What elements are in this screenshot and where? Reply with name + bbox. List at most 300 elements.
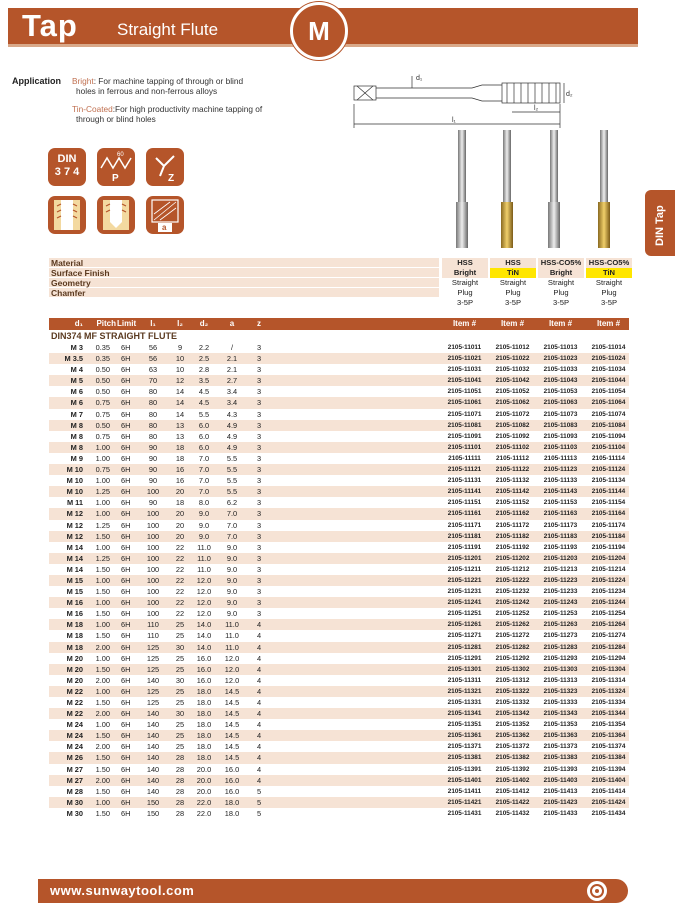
spec-value: TiN bbox=[489, 268, 536, 278]
spec-value: HSS bbox=[489, 258, 536, 268]
cell-item-1: 2105-11291 bbox=[447, 654, 482, 662]
cell-l1: 100 bbox=[146, 598, 160, 608]
cell-item-4: 2105-11044 bbox=[591, 377, 626, 385]
cell-z: 3 bbox=[256, 431, 262, 441]
cell-l1: 70 bbox=[148, 376, 158, 386]
cell-item-2: 2105-11342 bbox=[495, 710, 530, 718]
cell-item-3: 2105-11363 bbox=[543, 732, 578, 740]
cell-z: 4 bbox=[256, 664, 262, 674]
cell-z: 3 bbox=[256, 409, 262, 419]
cell-item-1: 2105-11201 bbox=[447, 554, 482, 562]
cell-pitch: 1.00 bbox=[95, 509, 110, 519]
cell-z: 3 bbox=[256, 442, 262, 452]
cell-d1: M 11 bbox=[66, 498, 83, 508]
cell-limit: 6H bbox=[121, 476, 131, 486]
table-row bbox=[49, 564, 629, 575]
cell-limit: 6H bbox=[121, 520, 131, 530]
cell-d1: M 9 bbox=[70, 453, 83, 463]
cell-pitch: 1.50 bbox=[95, 531, 110, 541]
cell-l1: 100 bbox=[146, 520, 160, 530]
cell-z: 3 bbox=[256, 376, 262, 386]
cell-l1: 56 bbox=[148, 354, 158, 364]
cell-z: 3 bbox=[256, 587, 262, 597]
table-row bbox=[49, 575, 629, 586]
cell-a: 5.5 bbox=[226, 453, 238, 463]
cell-a: 7.0 bbox=[226, 509, 238, 519]
tin-text-2: through or blind holes bbox=[76, 114, 156, 124]
cell-d1: M 16 bbox=[66, 598, 83, 608]
cell-item-1: 2105-11331 bbox=[447, 699, 482, 706]
cell-item-4: 2105-11324 bbox=[591, 687, 626, 695]
cell-d1: M 6 bbox=[70, 398, 83, 408]
cell-item-1: 2105-11361 bbox=[447, 732, 482, 740]
cell-z: 3 bbox=[256, 598, 262, 608]
cell-item-3: 2105-11103 bbox=[543, 443, 578, 451]
cell-item-1: 2105-11181 bbox=[447, 532, 482, 540]
cell-limit: 6H bbox=[121, 631, 131, 641]
cell-l1: 150 bbox=[146, 808, 160, 818]
cell-limit: 6H bbox=[121, 753, 131, 763]
cell-l2: 9 bbox=[177, 343, 183, 352]
cell-l1: 90 bbox=[148, 498, 158, 508]
cell-item-4: 2105-11254 bbox=[591, 610, 626, 618]
cell-l2: 28 bbox=[175, 764, 185, 774]
cell-d2: 12.0 bbox=[196, 587, 212, 597]
cell-item-2: 2105-11212 bbox=[495, 565, 530, 573]
cell-item-2: 2105-11052 bbox=[495, 388, 530, 396]
table-row bbox=[49, 464, 629, 475]
cell-item-4: 2105-11034 bbox=[591, 366, 626, 374]
table-row bbox=[49, 542, 629, 553]
cell-item-2: 2105-11432 bbox=[495, 809, 530, 817]
header-d2: d₂ bbox=[199, 319, 209, 328]
cell-z: 4 bbox=[256, 764, 262, 774]
table-row bbox=[49, 520, 629, 531]
cell-z: 3 bbox=[256, 453, 262, 463]
cell-item-2: 2105-11092 bbox=[495, 432, 530, 440]
cell-pitch: 1.00 bbox=[95, 498, 110, 508]
cell-l1: 100 bbox=[146, 542, 160, 552]
cell-d1: M 15 bbox=[66, 587, 83, 597]
cell-item-3: 2105-11203 bbox=[543, 554, 578, 562]
cell-l1: 140 bbox=[146, 720, 160, 730]
cell-item-1: 2105-11131 bbox=[447, 477, 482, 485]
cell-item-1: 2105-11071 bbox=[447, 410, 482, 418]
cell-item-4: 2105-11014 bbox=[591, 344, 626, 351]
cell-z: 4 bbox=[256, 620, 262, 630]
cell-a: 2.1 bbox=[226, 354, 238, 364]
cell-pitch: 0.35 bbox=[95, 343, 110, 352]
cell-pitch: 1.00 bbox=[95, 686, 110, 696]
cell-z: 4 bbox=[256, 775, 262, 785]
cell-l2: 25 bbox=[175, 742, 185, 752]
header-d1: d₁ bbox=[74, 319, 83, 328]
table-row bbox=[49, 653, 629, 664]
spec-value: Plug bbox=[441, 288, 488, 298]
cell-item-4: 2105-11164 bbox=[591, 510, 626, 518]
cell-d1: M 15 bbox=[66, 575, 83, 585]
cell-d2: 6.0 bbox=[198, 420, 210, 430]
cell-d2: 12.0 bbox=[196, 598, 212, 608]
cell-l2: 18 bbox=[175, 453, 185, 463]
cell-l1: 110 bbox=[147, 631, 159, 641]
cell-item-2: 2105-11012 bbox=[495, 344, 530, 351]
cell-item-4: 2105-11414 bbox=[591, 787, 626, 795]
table-row bbox=[49, 619, 629, 630]
cell-item-3: 2105-11353 bbox=[543, 721, 578, 729]
cell-item-1: 2105-11411 bbox=[447, 787, 482, 795]
cell-d1: M 10 bbox=[66, 476, 83, 486]
cell-item-4: 2105-11404 bbox=[591, 776, 626, 784]
tap-product-photos bbox=[440, 128, 630, 252]
cell-z: 3 bbox=[256, 542, 262, 552]
cell-pitch: 1.00 bbox=[95, 720, 110, 730]
table-row bbox=[49, 808, 629, 819]
cell-l1: 140 bbox=[146, 675, 160, 685]
cell-item-4: 2105-11364 bbox=[591, 732, 626, 740]
cell-limit: 6H bbox=[121, 409, 131, 419]
cell-d1: M 27 bbox=[66, 764, 83, 774]
cell-item-4: 2105-11124 bbox=[591, 466, 626, 474]
cell-d1: M 30 bbox=[66, 797, 83, 807]
cell-item-2: 2105-11112 bbox=[495, 454, 530, 462]
cell-a: 4.3 bbox=[226, 409, 238, 419]
cell-item-4: 2105-11384 bbox=[591, 754, 626, 762]
cell-item-2: 2105-11202 bbox=[495, 554, 530, 562]
cell-limit: 6H bbox=[121, 465, 131, 475]
cell-l2: 22 bbox=[175, 542, 185, 552]
cell-limit: 6H bbox=[121, 764, 131, 774]
side-tab-label: DIN Tap bbox=[654, 205, 666, 246]
cell-limit: 6H bbox=[121, 731, 131, 741]
cell-item-2: 2105-11142 bbox=[495, 488, 530, 496]
table-row bbox=[49, 797, 629, 808]
cell-d2: 7.0 bbox=[198, 453, 210, 463]
cell-item-3: 2105-11073 bbox=[543, 410, 578, 418]
din-374-icon bbox=[48, 148, 86, 186]
cell-d1: M 14 bbox=[66, 564, 83, 574]
table-body bbox=[49, 342, 629, 819]
cell-l2: 13 bbox=[175, 431, 185, 441]
cell-l1: 56 bbox=[148, 343, 158, 352]
header-item-2: Item # bbox=[500, 319, 525, 328]
cell-d2: 14.0 bbox=[196, 631, 212, 641]
cell-item-4: 2105-11374 bbox=[591, 743, 626, 751]
spec-value: Straight bbox=[585, 278, 632, 288]
cell-a: 11.0 bbox=[225, 642, 239, 652]
cell-l2: 28 bbox=[175, 753, 185, 763]
spec-value: HSS bbox=[441, 258, 488, 268]
l1-label: l₁ bbox=[452, 117, 456, 124]
cell-l2: 28 bbox=[175, 797, 185, 807]
cell-a: 18.0 bbox=[224, 808, 240, 818]
cell-a: 2.1 bbox=[226, 365, 238, 375]
cell-d2: 18.0 bbox=[196, 720, 212, 730]
cell-d1: M 14 bbox=[66, 542, 83, 552]
cell-item-4: 2105-11134 bbox=[591, 477, 626, 485]
cell-a: 9.0 bbox=[226, 598, 238, 608]
cell-item-1: 2105-11231 bbox=[447, 588, 482, 596]
cell-l1: 80 bbox=[148, 398, 158, 408]
cell-item-3: 2105-11213 bbox=[543, 565, 578, 573]
cell-pitch: 1.50 bbox=[95, 731, 110, 741]
cell-limit: 6H bbox=[121, 387, 131, 397]
cell-l1: 80 bbox=[148, 409, 158, 419]
cell-d1: M 20 bbox=[66, 664, 83, 674]
cell-l1: 110 bbox=[147, 620, 159, 630]
cell-item-2: 2105-11192 bbox=[495, 543, 530, 551]
spec-value: Straight bbox=[441, 278, 488, 288]
cell-item-4: 2105-11084 bbox=[591, 421, 626, 429]
cell-l1: 80 bbox=[148, 431, 158, 441]
cell-a: 14.5 bbox=[224, 698, 240, 707]
cell-l1: 100 bbox=[146, 487, 160, 497]
cell-limit: 6H bbox=[121, 498, 131, 508]
cell-z: 4 bbox=[256, 742, 262, 752]
cell-a: 9.0 bbox=[226, 564, 238, 574]
spec-value: Straight bbox=[537, 278, 584, 288]
cell-item-3: 2105-11433 bbox=[543, 809, 578, 817]
cell-l1: 90 bbox=[148, 442, 158, 452]
cell-z: 3 bbox=[256, 498, 262, 508]
cell-item-4: 2105-11074 bbox=[591, 410, 626, 418]
cell-d2: 6.0 bbox=[198, 442, 210, 452]
spec-value: Straight bbox=[489, 278, 536, 288]
cell-l2: 25 bbox=[175, 731, 185, 741]
cell-d1: M 8 bbox=[70, 442, 83, 452]
cell-limit: 6H bbox=[121, 487, 131, 497]
cell-d2: 18.0 bbox=[196, 709, 212, 719]
cell-z: 3 bbox=[256, 387, 262, 397]
cell-limit: 6H bbox=[121, 775, 131, 785]
cell-d1: M 12 bbox=[66, 531, 83, 541]
cell-pitch: 2.00 bbox=[95, 742, 110, 752]
cell-l2: 14 bbox=[175, 387, 185, 397]
brand-logo-icon bbox=[587, 881, 607, 901]
table-header bbox=[49, 318, 629, 330]
cell-item-1: 2105-11161 bbox=[447, 510, 482, 518]
spec-value: 3-5P bbox=[537, 298, 584, 308]
cell-item-3: 2105-11113 bbox=[543, 454, 578, 462]
cell-item-1: 2105-11211 bbox=[447, 565, 482, 573]
cell-item-2: 2105-11122 bbox=[495, 466, 530, 474]
cell-item-3: 2105-11413 bbox=[543, 787, 578, 795]
cell-d2: 18.0 bbox=[196, 753, 212, 763]
cell-a: 16.0 bbox=[224, 786, 240, 796]
cell-d1: M 8 bbox=[70, 431, 83, 441]
cell-d1: M 28 bbox=[66, 786, 83, 796]
page-header bbox=[0, 0, 675, 62]
bright-key: Bright bbox=[72, 76, 94, 86]
cell-a: 9.0 bbox=[226, 553, 238, 563]
cell-l1: 125 bbox=[146, 642, 160, 652]
tin-key: Tin-Coated bbox=[72, 104, 113, 114]
cell-z: 5 bbox=[256, 786, 262, 796]
cell-pitch: 1.00 bbox=[95, 453, 110, 463]
cell-item-2: 2105-11402 bbox=[495, 776, 530, 784]
table-row bbox=[49, 708, 629, 719]
cell-pitch: 1.50 bbox=[95, 631, 110, 641]
cell-item-4: 2105-11184 bbox=[591, 532, 626, 540]
din-line-2: 3 7 4 bbox=[54, 166, 80, 178]
cell-item-3: 2105-11153 bbox=[543, 499, 578, 507]
cell-d1: M 18 bbox=[66, 620, 83, 630]
cell-item-1: 2105-11341 bbox=[447, 710, 482, 718]
table-row bbox=[49, 364, 629, 375]
cell-l2: 25 bbox=[175, 631, 185, 641]
cell-d1: M 8 bbox=[70, 420, 83, 430]
cell-z: 3 bbox=[256, 509, 262, 519]
cell-l2: 14 bbox=[175, 398, 185, 408]
cell-item-1: 2105-11101 bbox=[447, 443, 482, 451]
header-pitch: Pitch bbox=[96, 319, 116, 328]
blind-hole-icon bbox=[97, 196, 135, 234]
cell-l2: 20 bbox=[175, 509, 185, 519]
cell-item-2: 2105-11392 bbox=[495, 765, 530, 773]
cell-l1: 100 bbox=[146, 575, 160, 585]
cell-l2: 14 bbox=[175, 409, 185, 419]
cell-l1: 100 bbox=[146, 553, 160, 563]
tap-tin-hssco bbox=[598, 130, 610, 248]
cell-l1: 100 bbox=[146, 587, 160, 597]
cell-item-3: 2105-11283 bbox=[543, 643, 578, 651]
cell-item-4: 2105-11154 bbox=[591, 499, 626, 507]
cell-d1: M 22 bbox=[66, 709, 83, 719]
cell-item-1: 2105-11151 bbox=[447, 499, 482, 507]
cell-a: 16.0 bbox=[224, 775, 240, 785]
cell-z: 4 bbox=[256, 698, 262, 707]
cell-item-3: 2105-11263 bbox=[543, 621, 578, 629]
header-l1: l₁ bbox=[150, 319, 156, 328]
cell-z: 4 bbox=[256, 731, 262, 741]
cell-item-1: 2105-11261 bbox=[447, 621, 482, 629]
cell-d1: M 16 bbox=[66, 609, 83, 619]
cell-z: 4 bbox=[256, 675, 262, 685]
cell-z: 5 bbox=[256, 797, 262, 807]
cell-limit: 6H bbox=[121, 742, 131, 752]
cell-item-3: 2105-11013 bbox=[543, 344, 578, 351]
angle-label: 60 bbox=[117, 152, 124, 158]
cell-item-1: 2105-11171 bbox=[447, 521, 482, 529]
cell-item-1: 2105-11391 bbox=[447, 765, 482, 773]
cell-d1: M 20 bbox=[66, 675, 83, 685]
bright-text-2: holes in ferrous and non-ferrous alloys bbox=[76, 86, 218, 96]
cell-z: 4 bbox=[256, 686, 262, 696]
cell-d2: 18.0 bbox=[196, 698, 212, 707]
section-title: DIN374 MF STRAIGHT FLUTE bbox=[51, 331, 178, 341]
thread-pitch-icon bbox=[97, 148, 135, 186]
cell-item-3: 2105-11373 bbox=[543, 743, 578, 751]
cell-l2: 30 bbox=[175, 709, 185, 719]
cell-item-1: 2105-11281 bbox=[447, 643, 482, 651]
cell-l1: 150 bbox=[146, 797, 160, 807]
cell-l1: 100 bbox=[146, 509, 160, 519]
spec-value: TiN bbox=[585, 268, 632, 278]
table-row bbox=[49, 386, 629, 397]
cell-z: 3 bbox=[256, 531, 262, 541]
table-row bbox=[49, 375, 629, 386]
cell-pitch: 0.75 bbox=[95, 431, 110, 441]
cell-limit: 6H bbox=[121, 575, 131, 585]
cell-item-3: 2105-11023 bbox=[543, 355, 578, 363]
table-row bbox=[49, 741, 629, 752]
cell-d1: M 30 bbox=[66, 808, 83, 818]
cell-z: 3 bbox=[256, 420, 262, 430]
cell-pitch: 1.50 bbox=[95, 753, 110, 763]
cell-l2: 20 bbox=[175, 520, 185, 530]
spec-value: HSS-CO5% bbox=[585, 258, 632, 268]
cell-limit: 6H bbox=[121, 365, 131, 375]
table-row bbox=[49, 531, 629, 542]
cell-d1: M 22 bbox=[66, 686, 83, 696]
cell-pitch: 0.50 bbox=[95, 387, 110, 397]
cell-d2: 16.0 bbox=[196, 653, 212, 663]
cell-pitch: 1.25 bbox=[95, 553, 110, 563]
cell-l1: 125 bbox=[146, 686, 160, 696]
cell-l1: 140 bbox=[146, 775, 160, 785]
cell-item-4: 2105-11104 bbox=[591, 443, 626, 451]
cell-l2: 18 bbox=[175, 498, 185, 508]
cell-pitch: 0.75 bbox=[95, 398, 110, 408]
header-item-3: Item # bbox=[548, 319, 573, 328]
cell-item-4: 2105-11434 bbox=[591, 809, 626, 817]
spec-value: Bright bbox=[537, 268, 584, 278]
cell-pitch: 1.50 bbox=[95, 609, 110, 619]
cell-l1: 80 bbox=[148, 420, 158, 430]
spec-value: Plug bbox=[585, 288, 632, 298]
table-row bbox=[49, 719, 629, 730]
cell-item-1: 2105-11301 bbox=[447, 665, 482, 673]
cell-l2: 25 bbox=[175, 720, 185, 730]
spec-row bbox=[49, 268, 629, 278]
cell-limit: 6H bbox=[121, 343, 131, 352]
cell-item-3: 2105-11053 bbox=[543, 388, 578, 396]
spec-row bbox=[49, 288, 629, 298]
header-item-4: Item # bbox=[596, 319, 621, 328]
tap-bright-hssco bbox=[548, 130, 560, 248]
cell-l2: 13 bbox=[175, 420, 185, 430]
spec-label: Surface Finish bbox=[49, 268, 439, 278]
cell-a: 7.0 bbox=[226, 520, 238, 530]
page-subtitle: Straight Flute bbox=[117, 20, 219, 39]
cell-limit: 6H bbox=[121, 686, 131, 696]
cell-pitch: 0.50 bbox=[95, 365, 110, 375]
cell-pitch: 1.00 bbox=[95, 653, 110, 663]
cell-item-3: 2105-11143 bbox=[543, 488, 578, 496]
cell-item-2: 2105-11302 bbox=[495, 665, 530, 673]
cell-a: 12.0 bbox=[224, 653, 240, 663]
table-row bbox=[49, 786, 629, 797]
cell-d2: 7.0 bbox=[198, 487, 210, 497]
cell-pitch: 2.00 bbox=[95, 642, 110, 652]
metric-badge: M bbox=[290, 2, 348, 60]
table-row bbox=[49, 442, 629, 453]
cell-z: 3 bbox=[256, 354, 262, 364]
cell-item-1: 2105-11121 bbox=[447, 466, 482, 474]
cell-l1: 140 bbox=[146, 709, 160, 719]
cell-d2: 4.5 bbox=[198, 387, 210, 397]
cell-item-2: 2105-11252 bbox=[495, 610, 530, 618]
application-bright bbox=[72, 76, 243, 86]
cell-item-2: 2105-11072 bbox=[495, 410, 530, 418]
cell-pitch: 1.00 bbox=[95, 620, 110, 630]
cell-pitch: 0.50 bbox=[95, 376, 110, 386]
cell-item-3: 2105-11033 bbox=[543, 366, 578, 374]
cell-item-1: 2105-11061 bbox=[447, 399, 482, 407]
cell-a: 4.9 bbox=[226, 431, 238, 441]
cell-d1: M 24 bbox=[66, 720, 83, 730]
cell-item-3: 2105-11083 bbox=[543, 421, 578, 429]
